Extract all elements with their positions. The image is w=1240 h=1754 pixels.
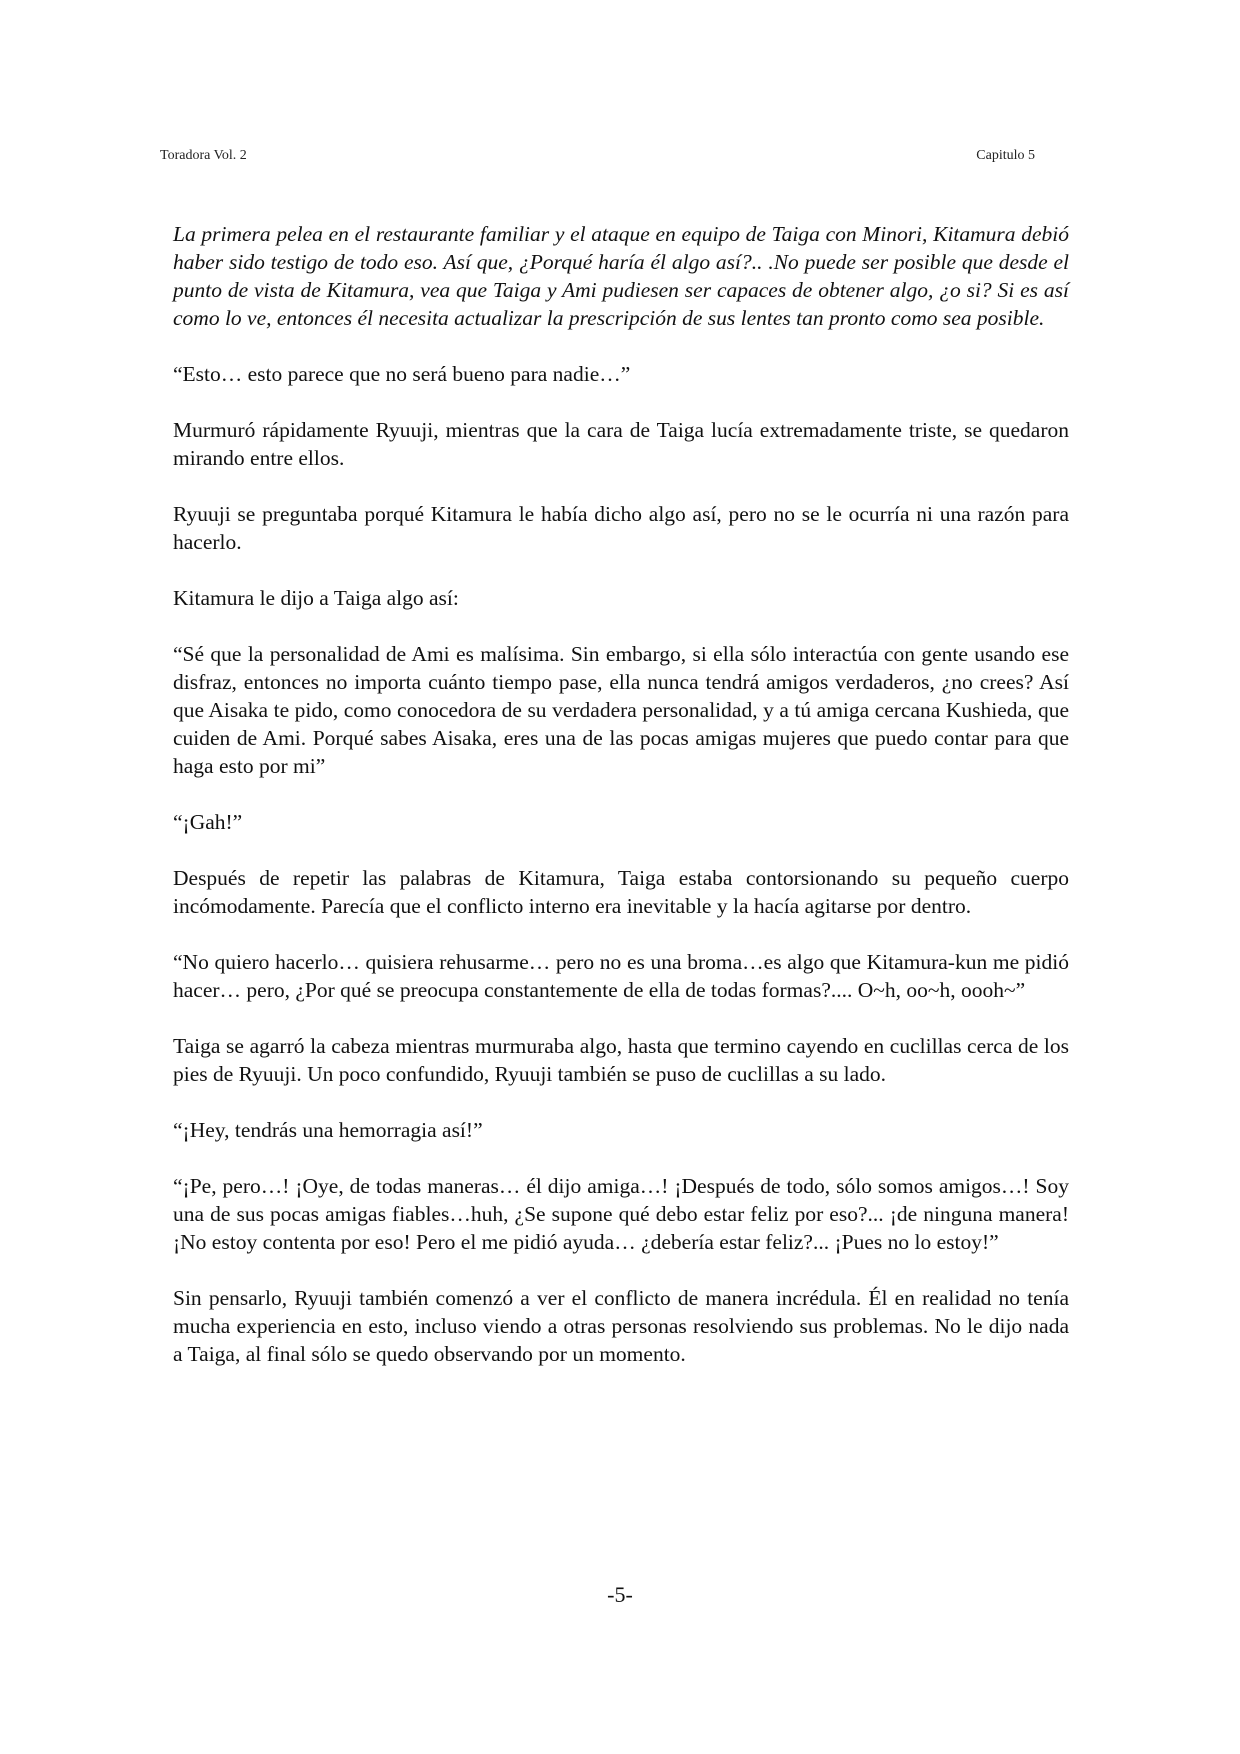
paragraph: “No quiero hacerlo… quisiera rehusarme… pero no es una broma…es algo que Kitamura-kun me pidió hacer… pero, ¿Por qué se preocupa constantemente de ella de todas formas?.... O~h, oo~h, oooh~” <box>173 950 1069 1002</box>
page-number: -5- <box>607 1582 633 1607</box>
paragraph: “¡Pe, pero…! ¡Oye, de todas maneras… él dijo amiga…! ¡Después de todo, sólo somos amigos…! Soy una de sus pocas amigas fiables…huh, ¿Se supone qué debo estar feliz por eso?... ¡de ninguna manera! ¡No estoy contenta por eso! Pero el me pidió ayuda… ¿debería estar feliz?... ¡Pues no lo estoy!” <box>173 1174 1069 1254</box>
paragraph: “¡Gah!” <box>173 810 243 834</box>
body-text <box>173 220 1069 1396</box>
header-book-title: Toradora Vol. 2 <box>160 148 247 163</box>
header-chapter: Capitulo 5 <box>976 148 1035 163</box>
paragraph: Murmuró rápidamente Ryuuji, mientras que la cara de Taiga lucía extremadamente triste, se quedaron mirando entre ellos. <box>173 418 1069 470</box>
paragraph: Sin pensarlo, Ryuuji también comenzó a ver el conflicto de manera incrédula. Él en realidad no tenía mucha experiencia en esto, incluso viendo a otras personas resolviendo sus problemas. No le dijo nada a Taiga, al final sólo se quedo observando por un momento. <box>173 1286 1069 1366</box>
paragraph: “¡Hey, tendrás una hemorragia así!” <box>173 1118 483 1142</box>
paragraph: “Sé que la personalidad de Ami es malísima. Sin embargo, si ella sólo interactúa con gente usando ese disfraz, entonces no importa cuánto tiempo pase, ella nunca tendrá amigos verdaderos, ¿no crees? Así que Aisaka te pido, como conocedora de su verdadera personalidad, y a tú amiga cercana Kushieda, que cuiden de Ami. Porqué sabes Aisaka, eres una de las pocas amigas mujeres que puedo contar para que haga esto por mi” <box>173 642 1069 778</box>
paragraph: Kitamura le dijo a Taiga algo así: <box>173 586 459 610</box>
page-header <box>160 148 1035 168</box>
paragraph: Taiga se agarró la cabeza mientras murmuraba algo, hasta que termino cayendo en cuclillas cerca de los pies de Ryuuji. Un poco confundido, Ryuuji también se puso de cuclillas a su lado. <box>173 1034 1069 1086</box>
paragraph: “Esto… esto parece que no será bueno para nadie…” <box>173 362 631 386</box>
paragraph-intro-italic: La primera pelea en el restaurante familiar y el ataque en equipo de Taiga con Minori, Kitamura debió haber sido testigo de todo eso. Así que, ¿Porqué haría él algo así?.. .No puede ser posible que desde el punto de vista de Kitamura, vea que Taiga y Ami pudiesen ser capaces de obtener algo, ¿o si? Si es así como lo ve, entonces él necesita actualizar la prescripción de sus lentes tan pronto como sea posible. <box>173 222 1069 330</box>
paragraph: Después de repetir las palabras de Kitamura, Taiga estaba contorsionando su pequeño cuerpo incómodamente. Parecía que el conflicto interno era inevitable y la hacía agitarse por dentro. <box>173 866 1069 918</box>
paragraph: Ryuuji se preguntaba porqué Kitamura le había dicho algo así, pero no se le ocurría ni una razón para hacerlo. <box>173 502 1069 554</box>
